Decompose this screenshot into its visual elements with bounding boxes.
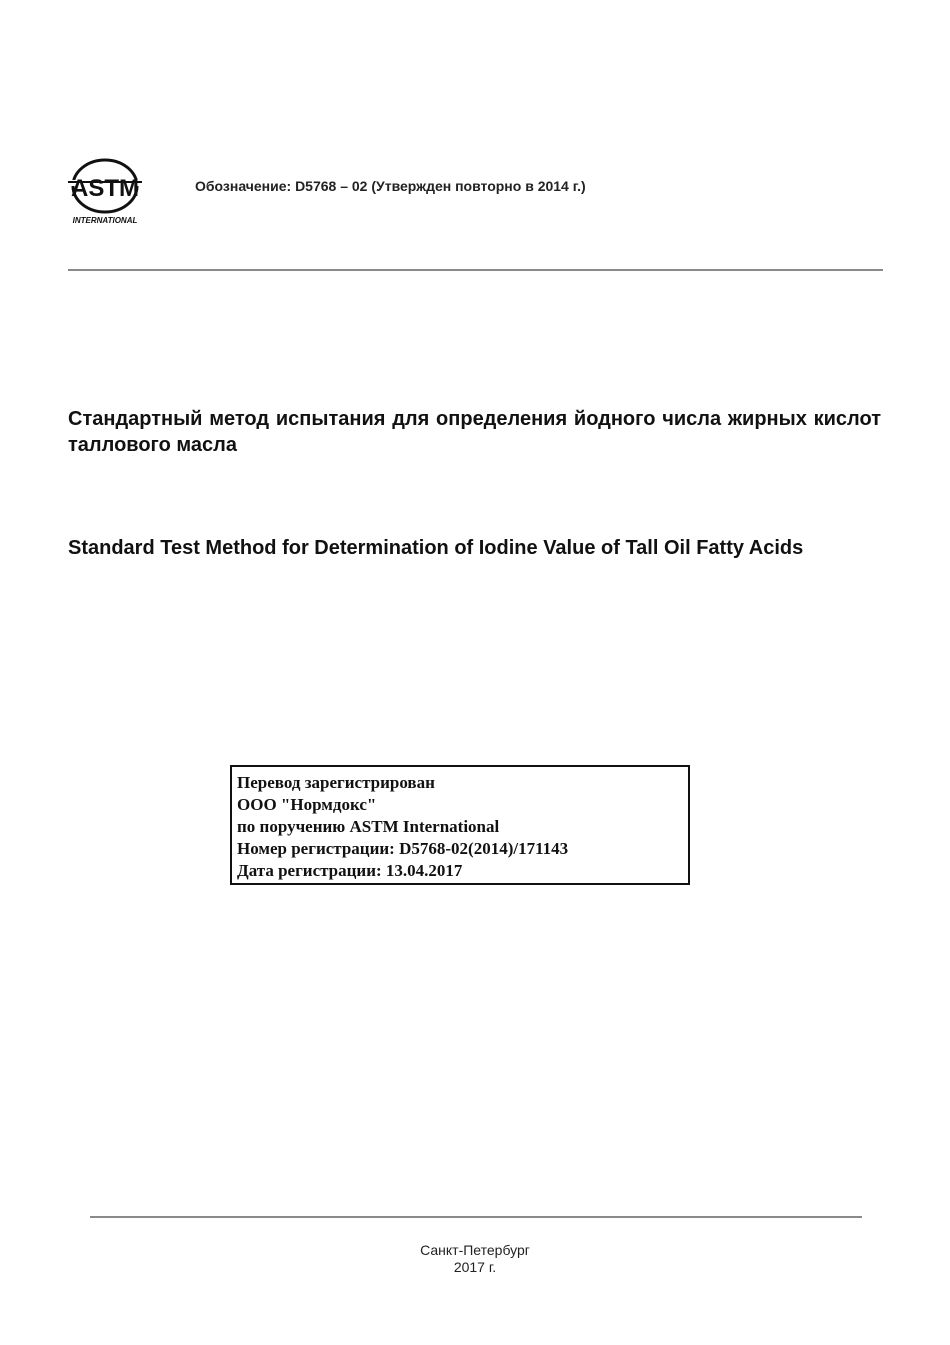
registration-line: ООО "Нормдокс"	[237, 795, 377, 814]
title-english: Standard Test Method for Determination of Iodine Value of Tall Oil Fatty Acids	[68, 537, 804, 559]
footer-city: Санкт-Петербург	[420, 1242, 530, 1258]
logo-subtext: INTERNATIONAL	[72, 216, 138, 225]
registration-line: Перевод зарегистрирован	[237, 773, 435, 792]
registration-line: по поручению ASTM International	[237, 817, 500, 836]
title-russian: Стандартный метод испытания для определения йодного числа жирных кислот таллового масла	[68, 408, 881, 456]
footer-year: 2017 г.	[453, 1259, 497, 1275]
header-divider	[68, 269, 883, 271]
registration-box	[230, 765, 690, 885]
registration-number: Номер регистрации: D5768-02(2014)/171143	[237, 839, 569, 858]
footer	[0, 1242, 950, 1276]
footer-divider	[90, 1216, 862, 1218]
registration-date: Дата регистрации: 13.04.2017	[237, 861, 463, 880]
astm-logo-icon	[66, 158, 144, 228]
logo-wordmark: ASTM	[71, 175, 139, 202]
astm-logo	[66, 158, 144, 228]
designation: Обозначение: D5768 – 02 (Утвержден повторно в 2014 г.)	[195, 178, 586, 194]
